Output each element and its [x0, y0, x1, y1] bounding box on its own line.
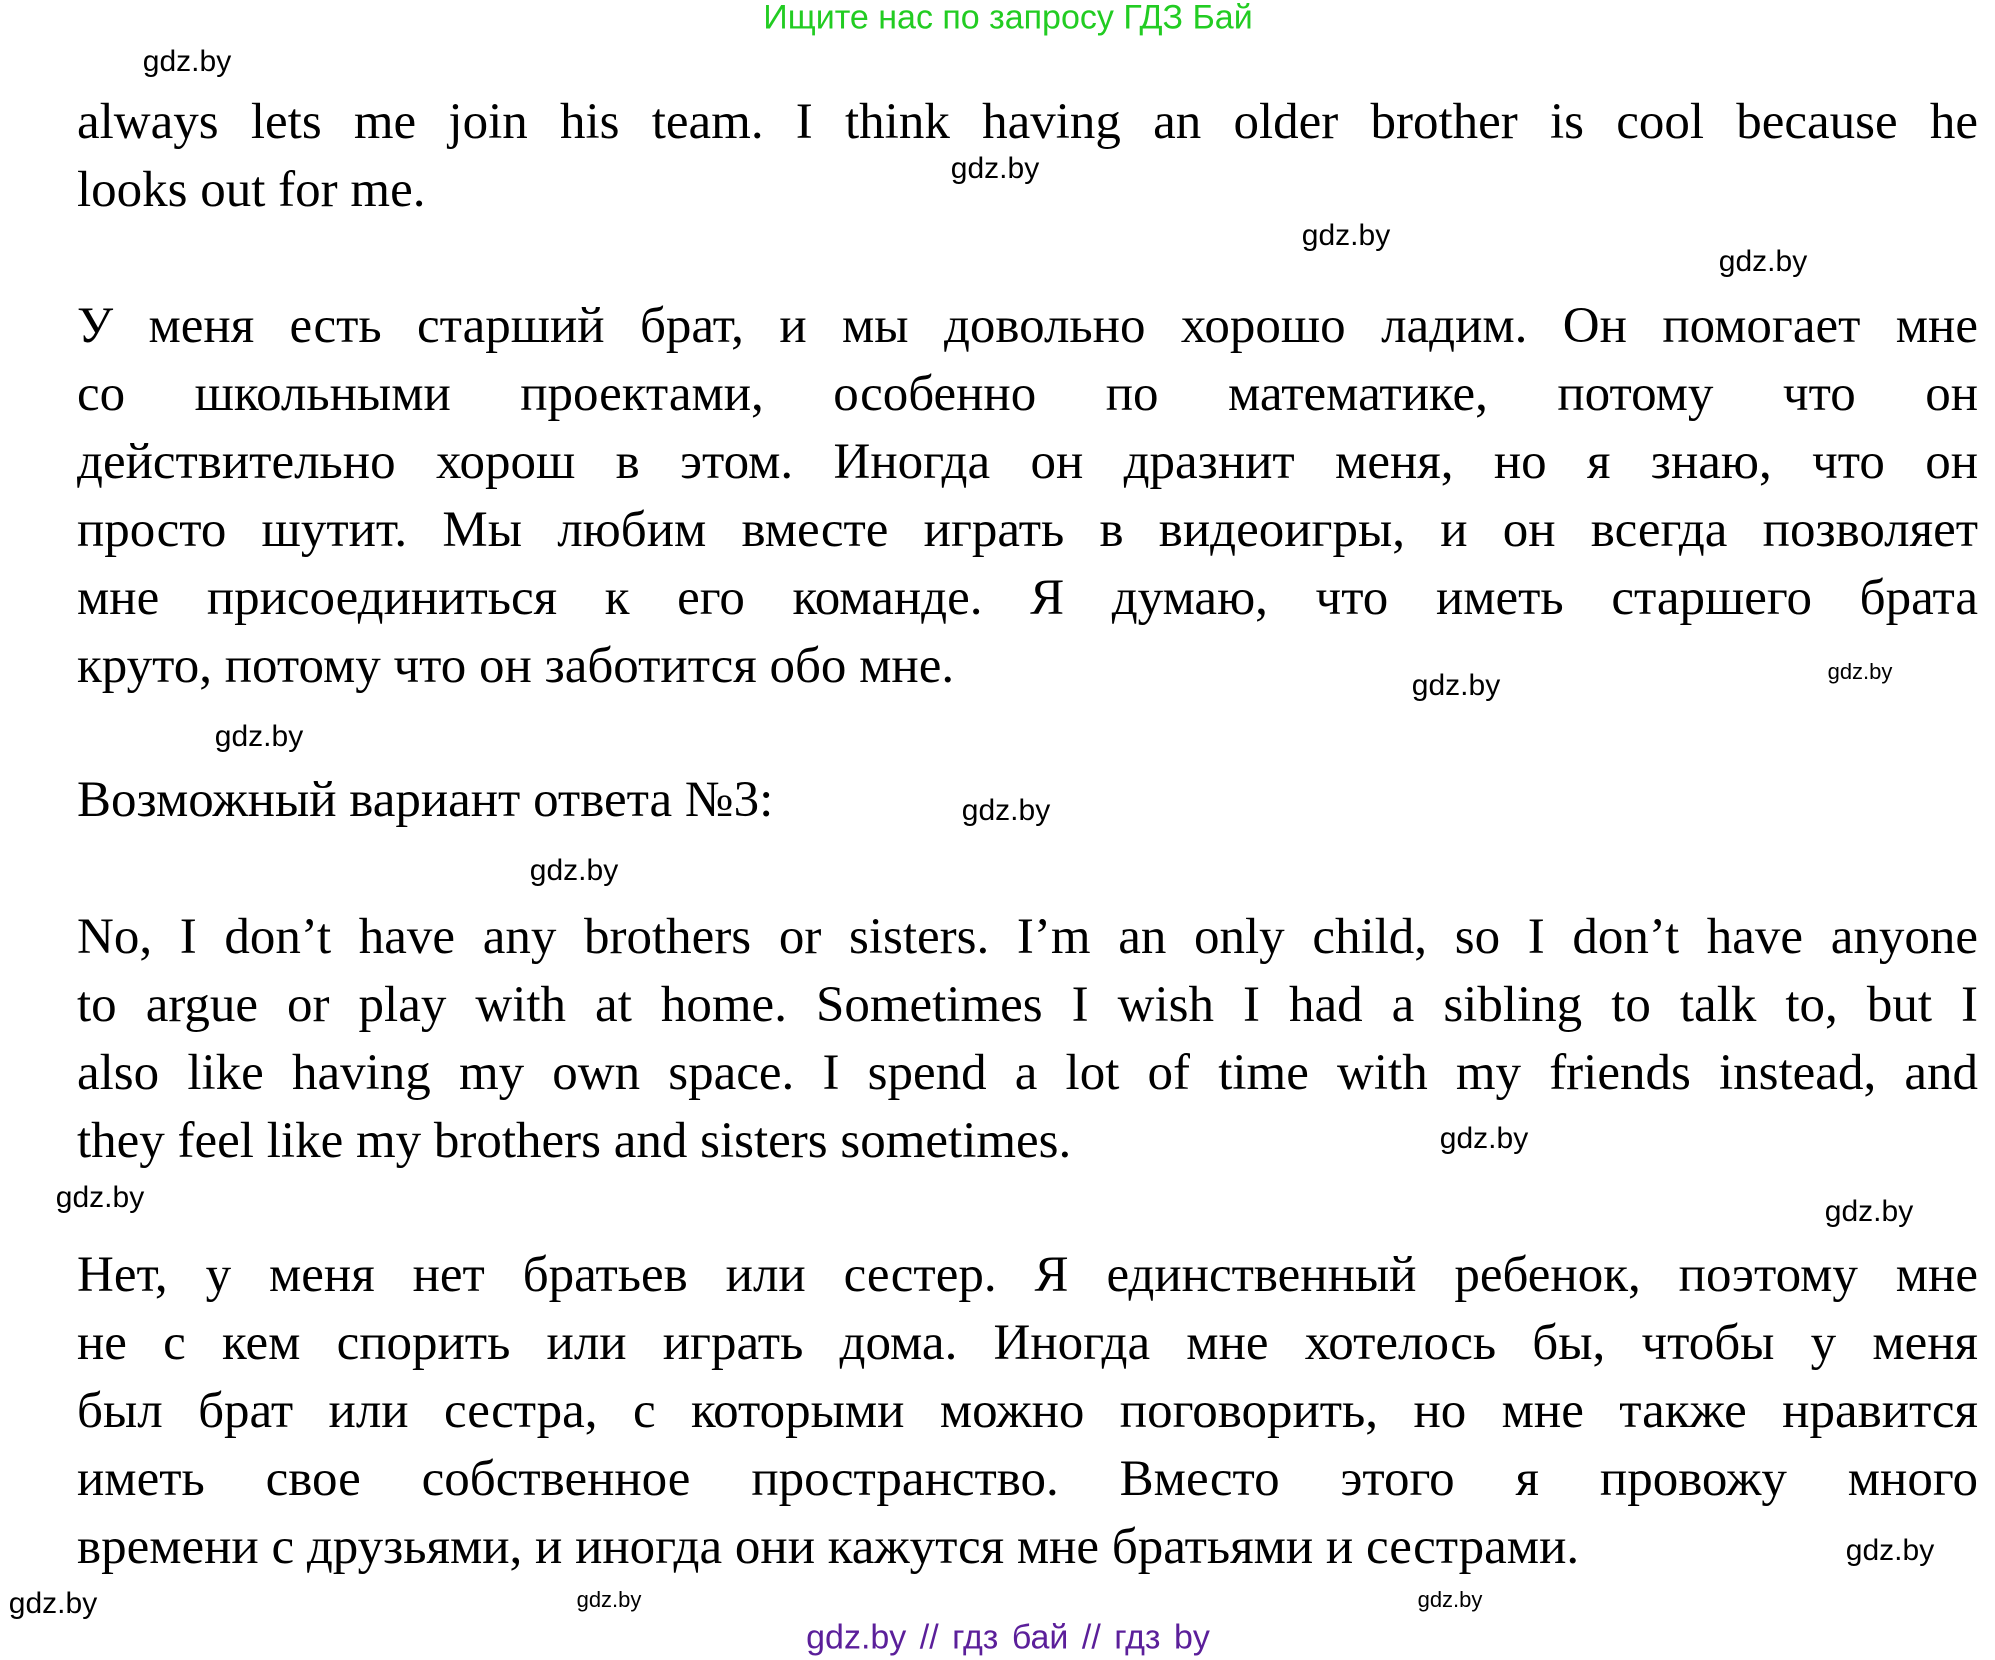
russian-paragraph-2	[77, 1241, 1978, 1581]
watermark: gdz.by	[1439, 1122, 1529, 1155]
text-line: they feel like my brothers and sisters sometimes.	[77, 1113, 1072, 1169]
watermark: gdz.by	[214, 720, 304, 753]
text-line: looks out for me.	[77, 162, 426, 218]
watermark: gdz.by	[1417, 1587, 1483, 1612]
text-line: просто шутит. Мы любим вместе играть в видеоигры, и он всегда позволяет	[77, 502, 1978, 558]
text-line: не с кем спорить или играть дома. Иногда мне хотелось бы, чтобы у меня	[77, 1315, 1978, 1371]
watermark: gdz.by	[8, 1587, 98, 1620]
text-line: времени с друзьями, и иногда они кажутся мне братьями и сестрами.	[77, 1519, 1580, 1575]
english-paragraph-2	[77, 903, 1978, 1175]
text-line: to argue or play with at home. Sometimes I wish I had a sibling to talk to, but I	[77, 977, 1978, 1033]
russian-paragraph-1	[77, 292, 1978, 700]
watermark: gdz.by	[1718, 245, 1808, 278]
watermark: gdz.by	[961, 794, 1051, 827]
text-line: был брат или сестра, с которыми можно поговорить, но мне также нравится	[77, 1383, 1978, 1439]
text-line: always lets me join his team. I think having an older brother is cool because he	[77, 94, 1978, 150]
watermark: gdz.by	[55, 1181, 145, 1214]
text-line: иметь свое собственное пространство. Вместо этого я провожу много	[77, 1451, 1978, 1507]
site-footer: gdz.by // гдз бай // гдз by	[806, 1618, 1210, 1657]
watermark: gdz.by	[576, 1587, 642, 1612]
watermark: gdz.by	[142, 45, 232, 78]
site-banner: Ищите нас по запросу ГДЗ Бай	[763, 0, 1253, 37]
watermark: gdz.by	[1824, 1195, 1914, 1228]
text-line: No, I don’t have any brothers or sisters. I’m an only child, so I don’t have anyone	[77, 909, 1978, 965]
text-line: мне присоединиться к его команде. Я думаю, что иметь старшего брата	[77, 570, 1978, 626]
text-line: also like having my own space. I spend a lot of time with my friends instead, and	[77, 1045, 1978, 1101]
text-line: действительно хорош в этом. Иногда он дразнит меня, но я знаю, что он	[77, 434, 1978, 490]
watermark: gdz.by	[1301, 219, 1391, 252]
text-line: Возможный вариант ответа №3:	[77, 772, 774, 828]
watermark: gdz.by	[529, 854, 619, 887]
text-line: Нет, у меня нет братьев или сестер. Я единственный ребенок, поэтому мне	[77, 1247, 1978, 1303]
watermark: gdz.by	[1411, 669, 1501, 702]
watermark: gdz.by	[950, 152, 1040, 185]
watermark: gdz.by	[1845, 1534, 1935, 1567]
watermark: gdz.by	[1827, 659, 1893, 684]
text-line: со школьными проектами, особенно по математике, потому что он	[77, 366, 1978, 422]
text-line: круто, потому что он заботится обо мне.	[77, 638, 955, 694]
text-line: У меня есть старший брат, и мы довольно хорошо ладим. Он помогает мне	[77, 298, 1978, 354]
